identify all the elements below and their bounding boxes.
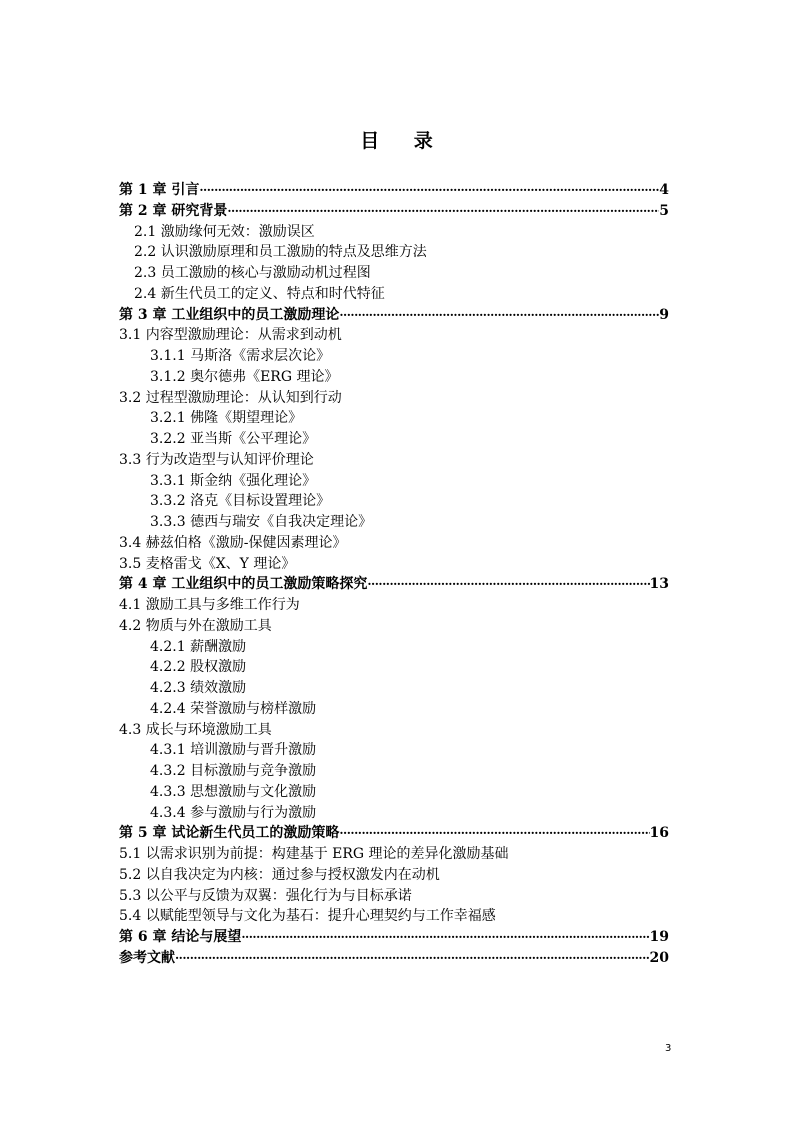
toc-leader-dots bbox=[241, 927, 649, 948]
toc-entry-label: 3.5 麦格雷戈《X、Y 理论》 bbox=[119, 555, 296, 572]
toc-chapter-entry[interactable] bbox=[119, 574, 669, 595]
table-of-contents bbox=[119, 180, 669, 969]
toc-leader-dots bbox=[339, 823, 649, 844]
toc-section-entry[interactable] bbox=[119, 637, 669, 658]
toc-section-entry[interactable] bbox=[119, 325, 669, 346]
toc-entry-label: 4.2.2 股权激励 bbox=[150, 659, 247, 676]
toc-section-entry[interactable] bbox=[119, 367, 669, 388]
toc-entry-label: 2.3 员工激励的核心与激励动机过程图 bbox=[134, 265, 371, 281]
toc-section-entry[interactable] bbox=[119, 595, 669, 616]
toc-entry-label: 5.4 以赋能型领导与文化为基石：提升心理契约与工作幸福感 bbox=[119, 908, 496, 925]
toc-page-number: 20 bbox=[649, 949, 669, 966]
toc-leader-dots bbox=[199, 180, 659, 201]
toc-entry-label: 5.3 以公平与反馈为双翼：强化行为与目标承诺 bbox=[119, 887, 412, 904]
toc-entry-label: 第 4 章 工业组织中的员工激励策略探究 bbox=[119, 576, 368, 593]
toc-leader-dots bbox=[227, 201, 659, 222]
toc-section-entry[interactable] bbox=[119, 284, 669, 305]
toc-entry-label: 4.3 成长与环境激励工具 bbox=[119, 721, 272, 738]
toc-section-entry[interactable] bbox=[119, 657, 669, 678]
toc-entry-label: 3.1 内容型激励理论：从需求到动机 bbox=[119, 327, 342, 344]
toc-entry-label: 第 2 章 研究背景 bbox=[119, 202, 228, 219]
toc-section-entry[interactable] bbox=[119, 263, 669, 284]
toc-entry-label: 4.2.1 薪酬激励 bbox=[150, 638, 247, 655]
toc-entry-label: 3.3 行为改造型与认知评价理论 bbox=[119, 451, 314, 468]
toc-entry-label: 3.3.1 斯金纳《强化理论》 bbox=[150, 472, 317, 489]
toc-section-entry[interactable] bbox=[119, 388, 669, 409]
toc-page-number: 4 bbox=[659, 182, 669, 198]
toc-entry-label: 第 3 章 工业组织中的员工激励理论 bbox=[119, 306, 340, 323]
toc-chapter-entry[interactable] bbox=[119, 180, 669, 201]
toc-entry-label: 4.2 物质与外在激励工具 bbox=[119, 617, 272, 634]
toc-entry-label: 4.3.2 目标激励与竞争激励 bbox=[150, 763, 317, 779]
toc-entry-label: 4.1 激励工具与多维工作行为 bbox=[119, 597, 300, 613]
toc-chapter-entry[interactable] bbox=[119, 823, 669, 844]
toc-page-number: 13 bbox=[649, 576, 669, 593]
toc-section-entry[interactable] bbox=[119, 761, 669, 782]
toc-section-entry[interactable] bbox=[119, 408, 669, 429]
toc-entry-label: 3.1.1 马斯洛《需求层次论》 bbox=[150, 348, 331, 364]
toc-entry-label: 参考文献 bbox=[119, 949, 175, 966]
toc-entry-label: 5.1 以需求识别为前提：构建基于 ERG 理论的差异化激励基础 bbox=[119, 846, 509, 862]
toc-section-entry[interactable] bbox=[119, 782, 669, 803]
toc-chapter-entry[interactable] bbox=[119, 948, 669, 969]
toc-leader-dots bbox=[367, 574, 649, 595]
toc-section-entry[interactable] bbox=[119, 554, 669, 575]
toc-section-entry[interactable] bbox=[119, 533, 669, 554]
toc-entry-label: 3.3.3 德西与瑞安《自我决定理论》 bbox=[150, 514, 373, 530]
toc-chapter-entry[interactable] bbox=[119, 201, 669, 222]
toc-section-entry[interactable] bbox=[119, 450, 669, 471]
toc-section-entry[interactable] bbox=[119, 865, 669, 886]
toc-section-entry[interactable] bbox=[119, 678, 669, 699]
toc-entry-label: 4.2.4 荣誉激励与榜样激励 bbox=[150, 700, 317, 717]
toc-entry-label: 4.3.4 参与激励与行为激励 bbox=[150, 804, 317, 821]
toc-entry-label: 2.2 认识激励原理和员工激励的特点及思维方法 bbox=[134, 244, 427, 261]
toc-entry-label: 3.2.1 佛隆《期望理论》 bbox=[150, 410, 303, 427]
page-number: 3 bbox=[665, 1043, 672, 1054]
toc-section-entry[interactable] bbox=[119, 720, 669, 741]
toc-section-entry[interactable] bbox=[119, 512, 669, 533]
toc-entry-label: 第 5 章 试论新生代员工的激励策略 bbox=[119, 825, 340, 842]
toc-chapter-entry[interactable] bbox=[119, 927, 669, 948]
toc-section-entry[interactable] bbox=[119, 740, 669, 761]
toc-entry-label: 4.3.3 思想激励与文化激励 bbox=[150, 783, 317, 800]
toc-page-number: 9 bbox=[659, 306, 669, 323]
toc-entry-label: 第 1 章 引言 bbox=[119, 182, 200, 198]
toc-entry-label: 4.3.1 培训激励与晋升激励 bbox=[150, 742, 317, 759]
toc-entry-label: 4.2.3 绩效激励 bbox=[150, 680, 247, 696]
toc-entry-label: 3.3.2 洛克《目标设置理论》 bbox=[150, 493, 331, 510]
toc-page-number: 19 bbox=[649, 929, 669, 945]
toc-leader-dots bbox=[175, 948, 650, 969]
toc-section-entry[interactable] bbox=[119, 471, 669, 492]
toc-section-entry[interactable] bbox=[119, 886, 669, 907]
toc-entry-label: 3.4 赫兹伯格《激励-保健因素理论》 bbox=[119, 534, 347, 551]
toc-page-number: 16 bbox=[649, 825, 669, 842]
toc-section-entry[interactable] bbox=[119, 844, 669, 865]
toc-entry-label: 3.2 过程型激励理论：从认知到行动 bbox=[119, 389, 342, 406]
toc-section-entry[interactable] bbox=[119, 699, 669, 720]
toc-section-entry[interactable] bbox=[119, 616, 669, 637]
toc-entry-label: 3.2.2 亚当斯《公平理论》 bbox=[150, 431, 317, 447]
toc-section-entry[interactable] bbox=[119, 222, 669, 243]
toc-entry-label: 2.1 激励缘何无效：激励误区 bbox=[134, 223, 315, 240]
toc-section-entry[interactable] bbox=[119, 803, 669, 824]
toc-chapter-entry[interactable] bbox=[119, 305, 669, 326]
toc-section-entry[interactable] bbox=[119, 906, 669, 927]
toc-entry-label: 2.4 新生代员工的定义、特点和时代特征 bbox=[134, 285, 385, 302]
toc-section-entry[interactable] bbox=[119, 491, 669, 512]
toc-section-entry[interactable] bbox=[119, 429, 669, 450]
toc-leader-dots bbox=[339, 305, 659, 326]
toc-entry-label: 3.1.2 奥尔德弗《ERG 理论》 bbox=[150, 368, 339, 385]
toc-title: 目 录 bbox=[360, 130, 447, 152]
toc-entry-label: 5.2 以自我决定为内核：通过参与授权激发内在动机 bbox=[119, 866, 440, 883]
toc-page-number: 5 bbox=[659, 202, 669, 219]
toc-entry-label: 第 6 章 结论与展望 bbox=[119, 929, 242, 945]
toc-section-entry[interactable] bbox=[119, 242, 669, 263]
toc-section-entry[interactable] bbox=[119, 346, 669, 367]
